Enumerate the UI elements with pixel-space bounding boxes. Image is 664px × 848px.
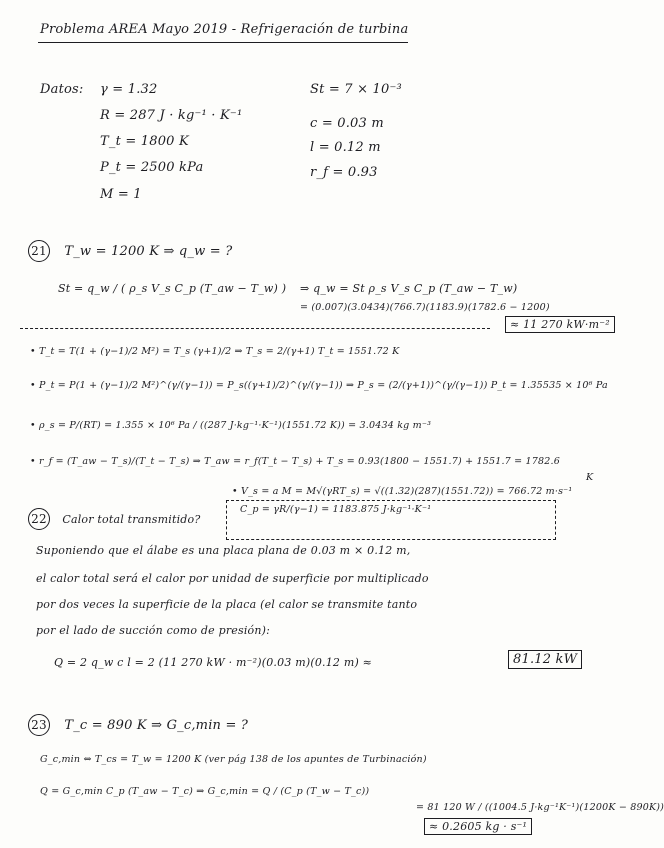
dashed-separator bbox=[20, 328, 490, 330]
dato-rf: r_f = 0.93 bbox=[310, 165, 378, 180]
datos-label: Datos: bbox=[40, 82, 84, 97]
q23-gc-result: ≈ 0.2605 kg · s⁻¹ bbox=[424, 820, 532, 833]
q23-gc-line-1: G_c,min ⇔ T_cs = T_w = 1200 K (ver pág 138 de los apuntes de Turbinación) bbox=[40, 754, 427, 765]
q22-text-3: por dos veces la superficie de la placa (el calor se transmite tanto bbox=[36, 598, 418, 611]
title-underline bbox=[38, 42, 408, 43]
q21-heading: T_w = 1200 K ⇒ q_w = ? bbox=[64, 244, 233, 259]
q23-heading: T_c = 890 K ⇒ G_c,min = ? bbox=[64, 718, 249, 733]
q23-gc-line-2: Q = G_c,min C_p (T_aw − T_c) ⇒ G_c,min = Q / (C_p (T_w − T_c)) bbox=[40, 786, 370, 797]
q23-gc-fraction: = 81 120 W / ((1004.5 J·kg⁻¹K⁻¹)(1200K − 890K)) bbox=[416, 802, 664, 813]
dato-pt: P_t = 2500 kPa bbox=[100, 160, 204, 175]
q21-qw-equation: ⇒ q_w = St ρ_s V_s C_p (T_aw − T_w) bbox=[300, 282, 518, 295]
dato-tt: T_t = 1800 K bbox=[100, 134, 189, 149]
q22-heading: Calor total transmitido? bbox=[62, 513, 201, 526]
q21-qw-result: ≈ 11 270 kW·m⁻² bbox=[505, 318, 615, 331]
q22-q-equation: Q = 2 q_w c l = 2 (11 270 kW · m⁻²)(0.03 m)(0.12 m) ≈ bbox=[54, 656, 373, 669]
q21-rho-line: • ρ_s = P/(RT) = 1.355 × 10⁶ Pa / ((287 J·kg⁻¹·K⁻¹)(1551.72 K)) = 3.0434 kg m⁻³ bbox=[30, 420, 432, 431]
q21-vs-line: • V_s = a M = M√(γRT_s) = √((1.32)(287)(1551.72)) = 766.72 m·s⁻¹ bbox=[232, 486, 573, 497]
q21-block bbox=[28, 240, 232, 262]
dato-st: St = 7 × 10⁻³ bbox=[310, 82, 402, 97]
q21-qw-substitution: = (0.007)(3.0434)(766.7)(1183.9)(1782.6 − 1200) bbox=[300, 302, 550, 313]
q21-pt-line: • P_t = P(1 + (γ−1)/2 M²)^(γ/(γ−1)) = P_s((γ+1)/2)^(γ/(γ−1)) ⇒ P_s = (2/(γ+1))^(γ/(γ−1)) P_t = 1.35535 × 10⁶ Pa bbox=[30, 380, 608, 391]
page-title: Problema AREA Mayo 2019 - Refrigeración de turbina bbox=[40, 22, 409, 37]
q21-tt-line: • T_t = T(1 + (γ−1)/2 M²) = T_s (γ+1)/2 ⇒ T_s = 2/(γ+1) T_t = 1551.72 K bbox=[30, 346, 400, 357]
q21-rf-line: • r_f = (T_aw − T_s)/(T_t − T_s) ⇒ T_aw = r_f(T_t − T_s) + T_s = 0.93(1800 − 1551.7) + 1551.7 = 1782.6 bbox=[30, 456, 560, 467]
q21-number: 21 bbox=[28, 240, 50, 262]
q22-text-2: el calor total será el calor por unidad de superficie por multiplicado bbox=[36, 572, 429, 585]
dato-m: M = 1 bbox=[100, 187, 142, 202]
q21-st-equation: St = q_w / ( ρ_s V_s C_p (T_aw − T_w) ) bbox=[58, 282, 287, 295]
dato-c: c = 0.03 m bbox=[310, 116, 384, 131]
q22-text-4: por el lado de succión como de presión): bbox=[36, 624, 271, 637]
q21-rf-unit: K bbox=[586, 472, 594, 483]
q23-block bbox=[28, 714, 248, 736]
q22-q-result: 81.12 kW bbox=[508, 652, 582, 667]
q21-cp-line: C_p = γR/(γ−1) = 1183.875 J·kg⁻¹·K⁻¹ bbox=[240, 504, 432, 515]
dato-l: l = 0.12 m bbox=[310, 140, 381, 155]
q22-text-1: Suponiendo que el álabe es una placa plana de 0.03 m × 0.12 m, bbox=[36, 544, 411, 557]
q22-aux-box bbox=[226, 500, 556, 540]
dato-gamma: γ = 1.32 bbox=[100, 82, 158, 97]
q22-number: 22 bbox=[28, 508, 50, 530]
dato-r: R = 287 J · kg⁻¹ · K⁻¹ bbox=[100, 108, 243, 123]
q23-number: 23 bbox=[28, 714, 50, 736]
q22-block bbox=[28, 508, 200, 530]
